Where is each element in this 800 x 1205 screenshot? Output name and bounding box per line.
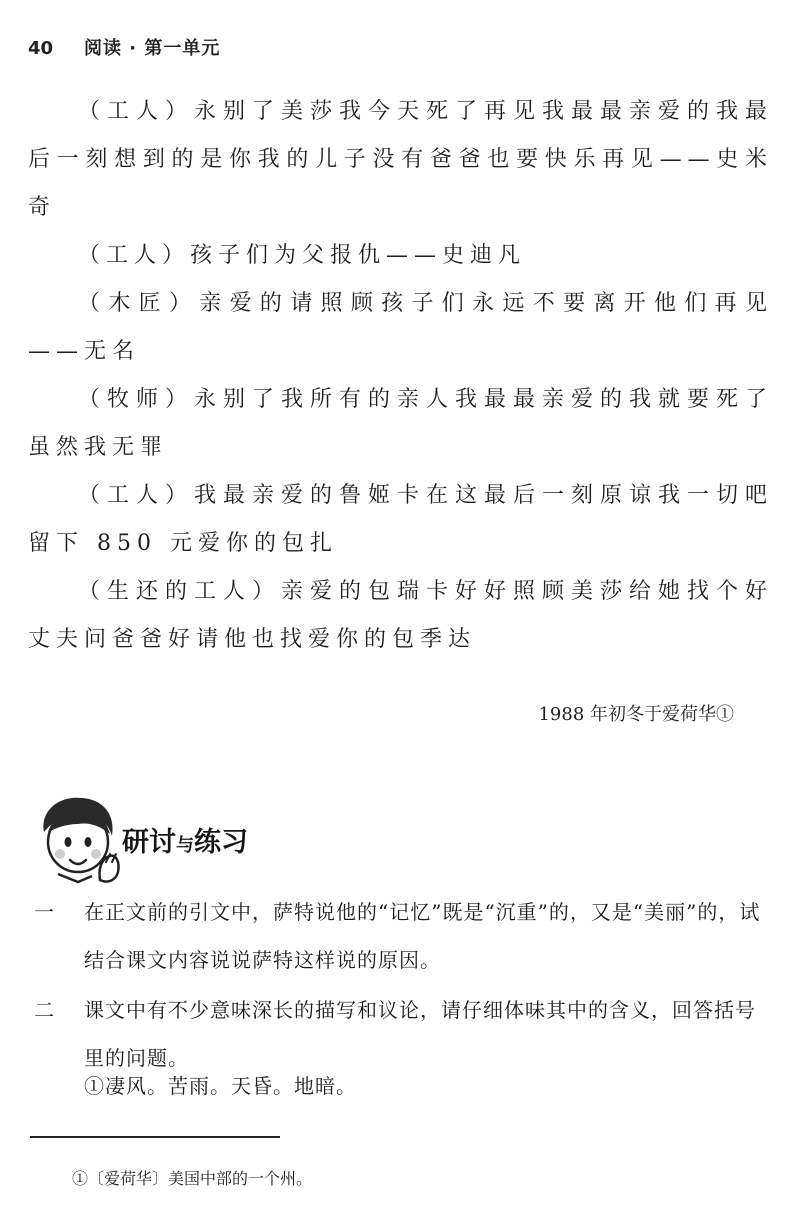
letter-paragraph: （工人）永别了美莎我今天死了再见我最最亲爱的我最后一刻想到的是你我的儿子没有爸爸也要快乐再见——史米奇 [28,99,773,220]
section-title: 阅读 · 第一单元 [84,38,221,59]
title-part-discuss: 研讨 [122,827,176,858]
letter-paragraph: （牧师）永别了我所有的亲人我最最亲爱的我就要死了虽然我无罪 [28,387,773,460]
footnote: ①〔爱荷华〕美国中部的一个州。 [72,1169,313,1188]
signoff-line: 1988 年初冬于爱荷华① [538,704,734,725]
exercise-header [30,792,430,888]
title-part-practice: 练习 [194,827,248,858]
letters-body [28,88,773,664]
exercise-item [28,888,773,984]
letter-paragraph: （工人）我最亲爱的鲁姬卡在这最后一刻原谅我一切吧留下 850 元爱你的包扎 [28,483,773,556]
exercise-index: 二 [34,998,54,1022]
exercise-text: 在正文前的引文中，萨特说他的“记忆”既是“沉重”的，又是“美丽”的，试结合课文内容说说萨特这样说的原因。 [84,900,761,972]
exercise-subitem: ①凄风。苦雨。天昏。地暗。 [84,1074,357,1098]
exercise-item [28,986,773,1082]
letter-paragraph: （木匠）亲爱的请照顾孩子们永远不要离开他们再见——无名 [28,291,773,364]
exercise-text: 课文中有不少意味深长的描写和议论，请仔细体味其中的含义，回答括号里的问题。 [84,998,756,1070]
exercise-section-title [122,820,248,859]
letter-paragraph: （生还的工人）亲爱的包瑞卡好好照顾美莎给她找个好丈夫问爸爸好请他也找爱你的包季达 [28,579,773,652]
letter-paragraph: （工人）孩子们为父报仇——史迪凡 [78,243,527,268]
cartoon-boy-icon [30,792,126,888]
exercise-index: 一 [34,900,54,924]
title-connector: 与 [176,835,194,856]
page-number: 40 [28,38,54,59]
footnote-divider [30,1136,280,1138]
page-header [28,34,220,60]
